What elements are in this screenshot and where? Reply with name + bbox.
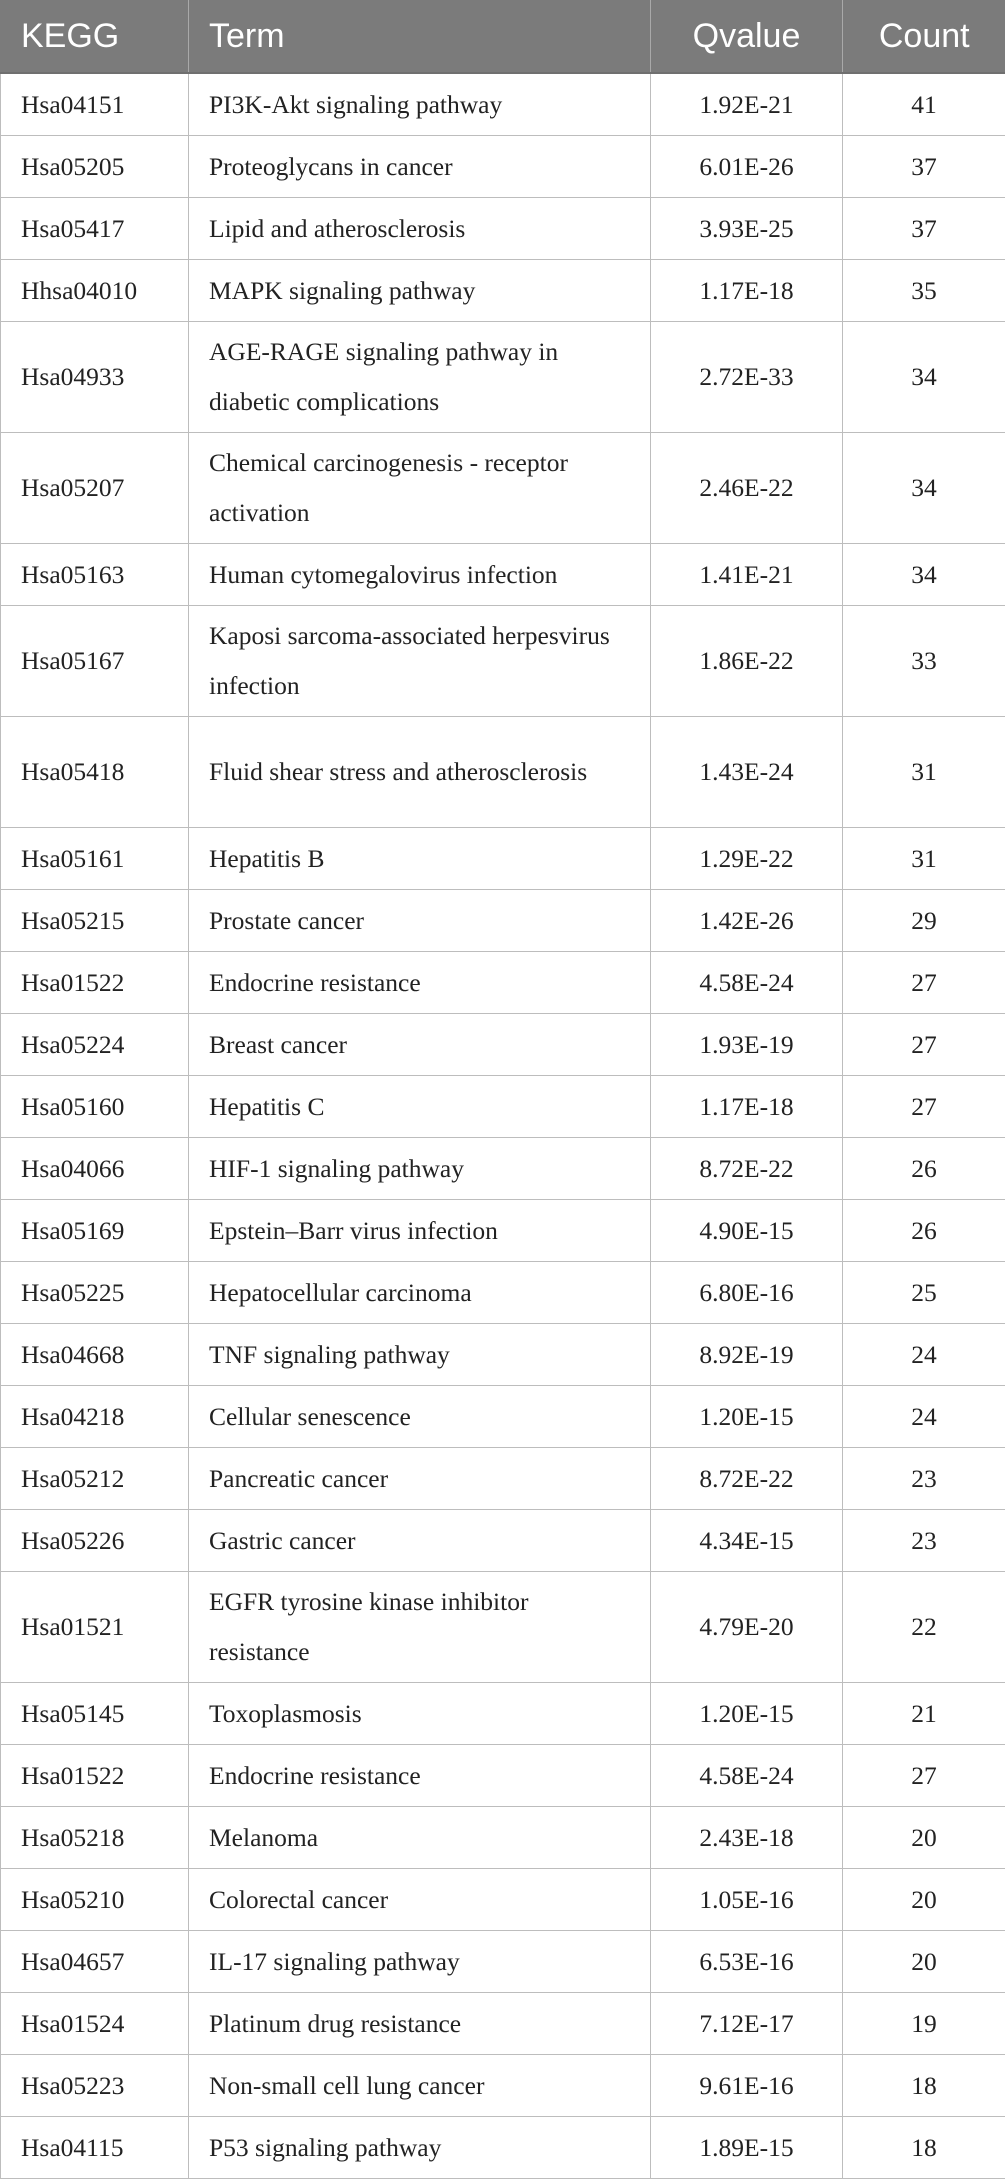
count-cell: 33 — [843, 606, 1005, 717]
term-cell: Endocrine resistance — [189, 1745, 651, 1807]
count-cell: 41 — [843, 73, 1005, 136]
table-header — [1, 0, 1005, 73]
term-cell: Platinum drug resistance — [189, 1993, 651, 2055]
term-cell: Kaposi sarcoma-associated herpesvirus infection — [189, 606, 651, 717]
term-cell: Endocrine resistance — [189, 952, 651, 1014]
kegg-id-cell: Hhsa04010 — [1, 260, 189, 322]
term-cell: MAPK signaling pathway — [189, 260, 651, 322]
qvalue-cell: 7.12E-17 — [651, 1993, 843, 2055]
table-row — [1, 1931, 1005, 1993]
kegg-id-cell: Hsa05224 — [1, 1014, 189, 1076]
term-cell: EGFR tyrosine kinase inhibitor resistance — [189, 1572, 651, 1683]
term-cell: Prostate cancer — [189, 890, 651, 952]
kegg-id-cell: Hsa04668 — [1, 1324, 189, 1386]
kegg-id-cell: Hsa04933 — [1, 322, 189, 433]
count-cell: 37 — [843, 136, 1005, 198]
term-cell: Melanoma — [189, 1807, 651, 1869]
count-cell: 34 — [843, 433, 1005, 544]
table-row — [1, 2117, 1005, 2179]
kegg-id-cell: Hsa05167 — [1, 606, 189, 717]
term-cell: Fluid shear stress and atherosclerosis — [189, 717, 651, 828]
count-cell: 26 — [843, 1200, 1005, 1262]
kegg-id-cell: Hsa05205 — [1, 136, 189, 198]
qvalue-cell: 4.79E-20 — [651, 1572, 843, 1683]
term-cell: IL-17 signaling pathway — [189, 1931, 651, 1993]
kegg-id-cell: Hsa05169 — [1, 1200, 189, 1262]
qvalue-cell: 8.72E-22 — [651, 1138, 843, 1200]
kegg-id-cell: Hsa05161 — [1, 828, 189, 890]
kegg-id-cell: Hsa01522 — [1, 952, 189, 1014]
term-cell: PI3K-Akt signaling pathway — [189, 73, 651, 136]
term-cell: Proteoglycans in cancer — [189, 136, 651, 198]
count-cell: 25 — [843, 1262, 1005, 1324]
table-row — [1, 1683, 1005, 1745]
qvalue-cell: 8.92E-19 — [651, 1324, 843, 1386]
kegg-id-cell: Hsa05225 — [1, 1262, 189, 1324]
kegg-id-cell: Hsa05163 — [1, 544, 189, 606]
qvalue-cell: 6.01E-26 — [651, 136, 843, 198]
count-cell: 24 — [843, 1386, 1005, 1448]
count-cell: 19 — [843, 1993, 1005, 2055]
table-row — [1, 1262, 1005, 1324]
qvalue-cell: 1.17E-18 — [651, 1076, 843, 1138]
table-row — [1, 433, 1005, 544]
term-cell: Hepatitis B — [189, 828, 651, 890]
kegg-id-cell: Hsa05218 — [1, 1807, 189, 1869]
kegg-id-cell: Hsa04066 — [1, 1138, 189, 1200]
qvalue-cell: 9.61E-16 — [651, 2055, 843, 2117]
qvalue-cell: 3.93E-25 — [651, 198, 843, 260]
table-row — [1, 1448, 1005, 1510]
count-cell: 20 — [843, 1869, 1005, 1931]
qvalue-cell: 1.41E-21 — [651, 544, 843, 606]
table-row — [1, 544, 1005, 606]
qvalue-cell: 1.20E-15 — [651, 1683, 843, 1745]
term-cell: Hepatocellular carcinoma — [189, 1262, 651, 1324]
term-cell: Human cytomegalovirus infection — [189, 544, 651, 606]
term-cell: Pancreatic cancer — [189, 1448, 651, 1510]
term-cell: Gastric cancer — [189, 1510, 651, 1572]
qvalue-cell: 1.86E-22 — [651, 606, 843, 717]
table-row — [1, 1869, 1005, 1931]
header-kegg: KEGG — [1, 0, 189, 73]
term-cell: Chemical carcinogenesis - receptor activation — [189, 433, 651, 544]
count-cell: 18 — [843, 2117, 1005, 2179]
kegg-id-cell: Hsa05207 — [1, 433, 189, 544]
term-cell: Hepatitis C — [189, 1076, 651, 1138]
qvalue-cell: 1.93E-19 — [651, 1014, 843, 1076]
count-cell: 20 — [843, 1807, 1005, 1869]
qvalue-cell: 2.46E-22 — [651, 433, 843, 544]
count-cell: 29 — [843, 890, 1005, 952]
count-cell: 18 — [843, 2055, 1005, 2117]
table-row — [1, 1745, 1005, 1807]
count-cell: 26 — [843, 1138, 1005, 1200]
term-cell: Epstein–Barr virus infection — [189, 1200, 651, 1262]
term-cell: P53 signaling pathway — [189, 2117, 651, 2179]
qvalue-cell: 6.80E-16 — [651, 1262, 843, 1324]
term-cell: Cellular senescence — [189, 1386, 651, 1448]
count-cell: 23 — [843, 1510, 1005, 1572]
qvalue-cell: 8.72E-22 — [651, 1448, 843, 1510]
table-row — [1, 1014, 1005, 1076]
qvalue-cell: 1.92E-21 — [651, 73, 843, 136]
qvalue-cell: 1.42E-26 — [651, 890, 843, 952]
term-cell: TNF signaling pathway — [189, 1324, 651, 1386]
qvalue-cell: 2.72E-33 — [651, 322, 843, 433]
count-cell: 24 — [843, 1324, 1005, 1386]
header-row — [1, 0, 1005, 73]
table-row — [1, 136, 1005, 198]
qvalue-cell: 1.43E-24 — [651, 717, 843, 828]
count-cell: 31 — [843, 717, 1005, 828]
table-row — [1, 1510, 1005, 1572]
table-row — [1, 717, 1005, 828]
table-row — [1, 1572, 1005, 1683]
kegg-id-cell: Hsa04657 — [1, 1931, 189, 1993]
qvalue-cell: 4.90E-15 — [651, 1200, 843, 1262]
qvalue-cell: 4.34E-15 — [651, 1510, 843, 1572]
table-row — [1, 260, 1005, 322]
count-cell: 31 — [843, 828, 1005, 890]
table-row — [1, 322, 1005, 433]
table-row — [1, 1386, 1005, 1448]
count-cell: 34 — [843, 544, 1005, 606]
term-cell: Toxoplasmosis — [189, 1683, 651, 1745]
kegg-id-cell: Hsa04218 — [1, 1386, 189, 1448]
term-cell: AGE-RAGE signaling pathway in diabetic complications — [189, 322, 651, 433]
qvalue-cell: 1.29E-22 — [651, 828, 843, 890]
kegg-id-cell: Hsa05417 — [1, 198, 189, 260]
kegg-id-cell: Hsa05215 — [1, 890, 189, 952]
term-cell: HIF-1 signaling pathway — [189, 1138, 651, 1200]
count-cell: 27 — [843, 1076, 1005, 1138]
table-row — [1, 1807, 1005, 1869]
count-cell: 34 — [843, 322, 1005, 433]
table-row — [1, 1993, 1005, 2055]
table-row — [1, 2055, 1005, 2117]
kegg-id-cell: Hsa05145 — [1, 1683, 189, 1745]
table-row — [1, 1324, 1005, 1386]
qvalue-cell: 4.58E-24 — [651, 1745, 843, 1807]
table-row — [1, 73, 1005, 136]
header-term: Term — [189, 0, 651, 73]
table-row — [1, 952, 1005, 1014]
qvalue-cell: 1.17E-18 — [651, 260, 843, 322]
qvalue-cell: 1.20E-15 — [651, 1386, 843, 1448]
qvalue-cell: 1.89E-15 — [651, 2117, 843, 2179]
kegg-id-cell: Hsa01521 — [1, 1572, 189, 1683]
count-cell: 27 — [843, 952, 1005, 1014]
kegg-id-cell: Hsa05418 — [1, 717, 189, 828]
term-cell: Lipid and atherosclerosis — [189, 198, 651, 260]
qvalue-cell: 1.05E-16 — [651, 1869, 843, 1931]
term-cell: Non-small cell lung cancer — [189, 2055, 651, 2117]
count-cell: 27 — [843, 1745, 1005, 1807]
count-cell: 23 — [843, 1448, 1005, 1510]
kegg-id-cell: Hsa04151 — [1, 73, 189, 136]
count-cell: 20 — [843, 1931, 1005, 1993]
count-cell: 21 — [843, 1683, 1005, 1745]
count-cell: 35 — [843, 260, 1005, 322]
kegg-id-cell: Hsa05212 — [1, 1448, 189, 1510]
qvalue-cell: 4.58E-24 — [651, 952, 843, 1014]
count-cell: 22 — [843, 1572, 1005, 1683]
table-row — [1, 828, 1005, 890]
kegg-id-cell: Hsa05160 — [1, 1076, 189, 1138]
qvalue-cell: 6.53E-16 — [651, 1931, 843, 1993]
term-cell: Breast cancer — [189, 1014, 651, 1076]
table-row — [1, 198, 1005, 260]
count-cell: 37 — [843, 198, 1005, 260]
table-row — [1, 1138, 1005, 1200]
kegg-id-cell: Hsa05223 — [1, 2055, 189, 2117]
kegg-id-cell: Hsa05210 — [1, 1869, 189, 1931]
table-body — [1, 73, 1005, 2179]
table-row — [1, 1076, 1005, 1138]
kegg-id-cell: Hsa01522 — [1, 1745, 189, 1807]
table-row — [1, 890, 1005, 952]
term-cell: Colorectal cancer — [189, 1869, 651, 1931]
kegg-id-cell: Hsa01524 — [1, 1993, 189, 2055]
kegg-id-cell: Hsa04115 — [1, 2117, 189, 2179]
table-row — [1, 606, 1005, 717]
kegg-id-cell: Hsa05226 — [1, 1510, 189, 1572]
header-count: Count — [843, 0, 1005, 73]
count-cell: 27 — [843, 1014, 1005, 1076]
table-row — [1, 1200, 1005, 1262]
qvalue-cell: 2.43E-18 — [651, 1807, 843, 1869]
header-qvalue: Qvalue — [651, 0, 843, 73]
